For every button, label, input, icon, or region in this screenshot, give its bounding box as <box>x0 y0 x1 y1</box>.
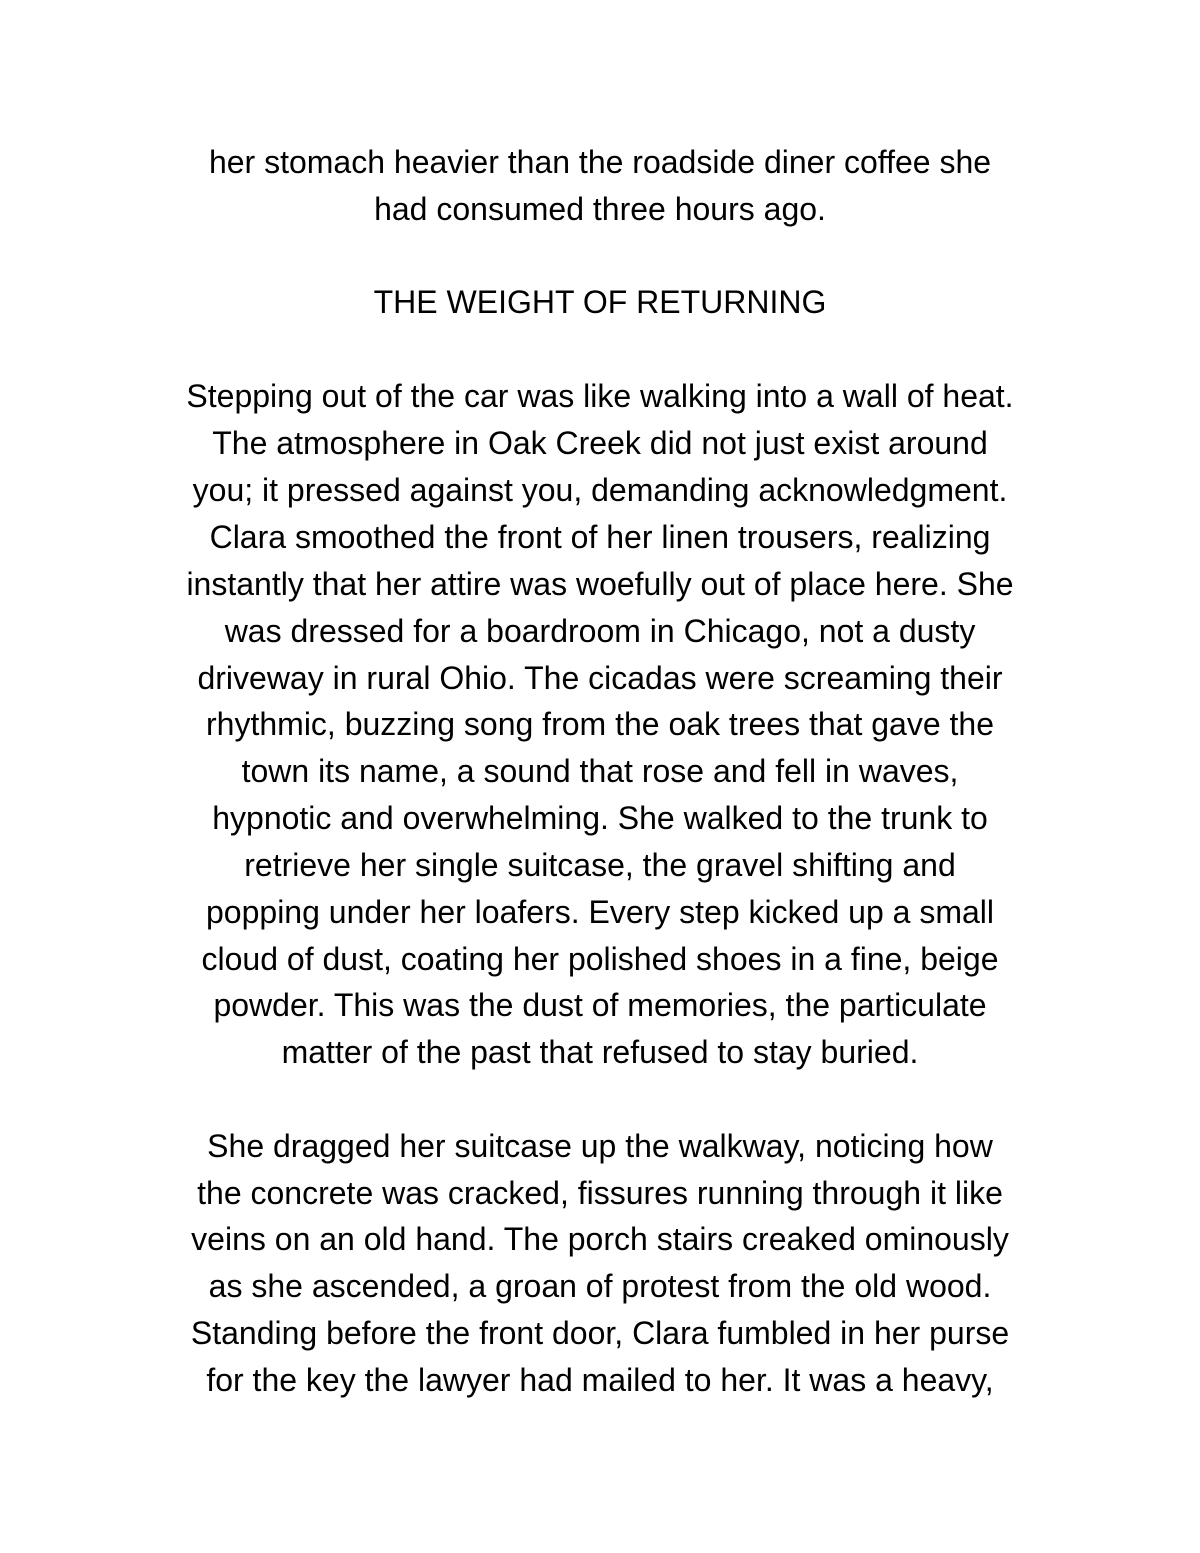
text-line: veins on an old hand. The porch stairs creaked ominously <box>191 1221 1009 1257</box>
text-line: She dragged her suitcase up the walkway, noticing how <box>207 1128 993 1164</box>
text-line: Stepping out of the car was like walking into a wall of heat. <box>186 378 1014 414</box>
text-line: Clara smoothed the front of her linen trousers, realizing <box>209 519 991 555</box>
text-line: was dressed for a boardroom in Chicago, not a dusty <box>224 613 976 649</box>
text-line: cloud of dust, coating her polished shoes in a fine, beige <box>201 941 999 977</box>
text-line: popping under her loafers. Every step kicked up a small <box>206 894 994 930</box>
text-line: driveway in rural Ohio. The cicadas were screaming their <box>197 660 1003 696</box>
text-line: retrieve her single suitcase, the gravel shifting and <box>244 847 956 883</box>
text-line: matter of the past that refused to stay buried. <box>281 1034 919 1070</box>
chapter-heading: THE WEIGHT OF RETURNING <box>373 284 827 320</box>
text-line: town its name, a sound that rose and fell in waves, <box>241 753 959 789</box>
text-line: Standing before the front door, Clara fumbled in her purse <box>190 1315 1010 1351</box>
text-line: you; it pressed against you, demanding acknowledgment. <box>192 472 1008 508</box>
text-line: for the key the lawyer had mailed to her. It was a heavy, <box>206 1362 994 1398</box>
text-line: the concrete was cracked, fissures running through it like <box>197 1175 1003 1211</box>
text-line: The atmosphere in Oak Creek did not just exist around <box>212 425 988 461</box>
text-line: instantly that her attire was woefully out of place here. She <box>186 566 1014 602</box>
text-line: powder. This was the dust of memories, the particulate <box>213 987 987 1023</box>
text-line: her stomach heavier than the roadside diner coffee she <box>208 144 992 180</box>
text-line: had consumed three hours ago. <box>374 191 826 227</box>
text-line: hypnotic and overwhelming. She walked to the trunk to <box>212 800 988 836</box>
text-line: rhythmic, buzzing song from the oak trees that gave the <box>206 706 994 742</box>
text-line: as she ascended, a groan of protest from the old wood. <box>208 1268 992 1304</box>
